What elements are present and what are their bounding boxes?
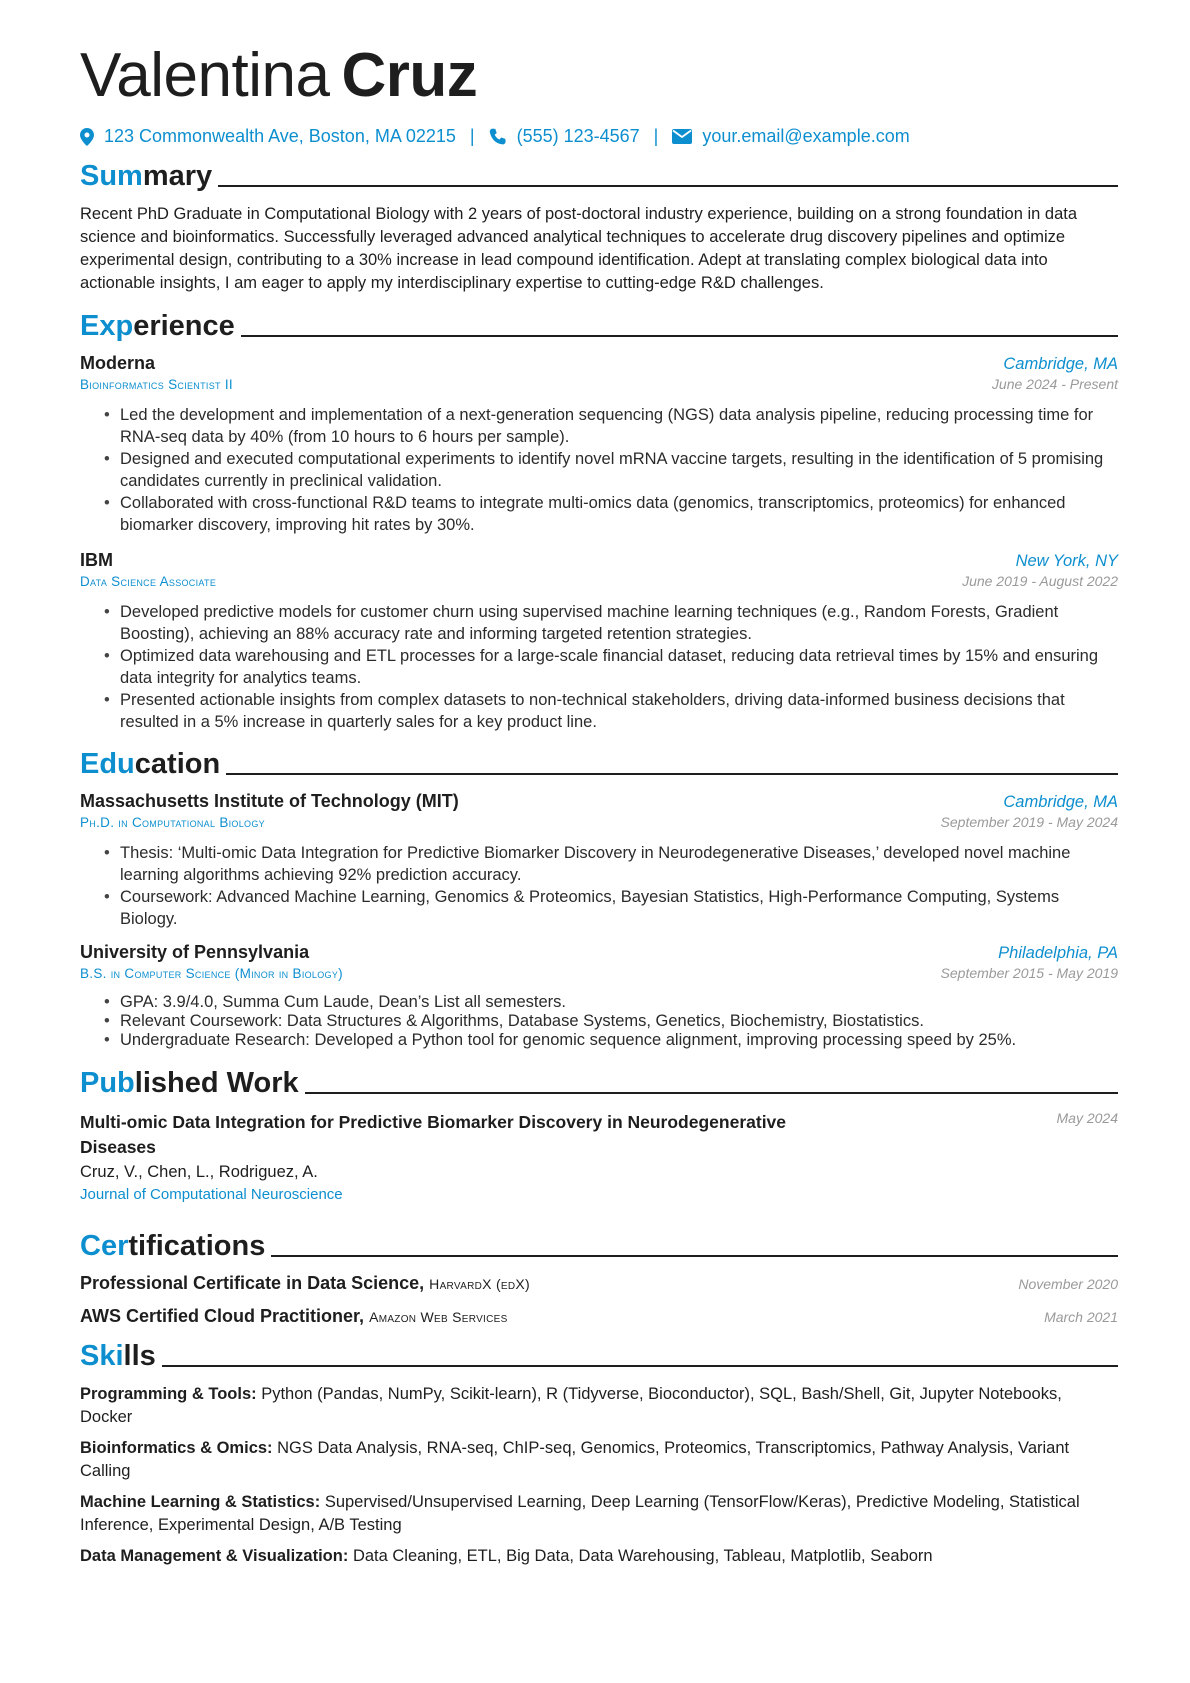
- envelope-icon: [672, 129, 692, 144]
- degree-dates: September 2019 - May 2024: [940, 814, 1118, 830]
- skills-heading: Skills: [80, 1339, 1118, 1373]
- section-divider: [226, 773, 1118, 775]
- job-dates: June 2024 - Present: [991, 376, 1118, 392]
- experience-entry: [80, 550, 1118, 733]
- section-divider: [241, 335, 1118, 337]
- skill-list: NGS Data Analysis, RNA-seq, ChIP-seq, Genomics, Proteomics, Transcriptomics, Pathway Analysis, Variant Calling: [80, 1439, 1070, 1480]
- bullet-item: • Relevant Coursework: Data Structures & Algorithms, Database Systems, Genetics, Biochemistry, Biostatistics.: [120, 1012, 1118, 1031]
- skill-label: Data Management & Visualization:: [80, 1547, 349, 1565]
- school-location: Cambridge, MA: [1003, 793, 1118, 811]
- section-divider: [162, 1365, 1118, 1367]
- publication-date: May 2024: [1056, 1110, 1118, 1126]
- publication-journal: Journal of Computational Neuroscience: [80, 1186, 343, 1203]
- candidate-name: [80, 40, 1118, 112]
- published-heading: Published Work: [80, 1066, 1118, 1100]
- certification-name: AWS Certified Cloud Practitioner: [80, 1306, 360, 1326]
- phone-icon: [489, 128, 507, 146]
- address-text: 123 Commonwealth Ave, Boston, MA 02215: [104, 126, 456, 146]
- contact-separator: |: [653, 126, 659, 146]
- job-title: Data Science Associate: [80, 574, 217, 589]
- certification-name: Professional Certificate in Data Science: [80, 1273, 420, 1293]
- skill-group: [80, 1491, 1118, 1537]
- contact-bar: [80, 126, 1118, 147]
- publication-authors: Cruz, V., Chen, L., Rodriguez, A.: [80, 1163, 318, 1181]
- certification-date: March 2021: [1044, 1309, 1118, 1325]
- bullet-item: • GPA: 3.9/4.0, Summa Cum Laude, Dean’s List all semesters.: [120, 993, 1118, 1012]
- contact-email[interactable]: [672, 126, 909, 147]
- first-name: Valentina: [80, 41, 330, 110]
- certification-date: November 2020: [1018, 1276, 1118, 1292]
- section-divider: [218, 185, 1118, 187]
- job-bullets: [80, 404, 1118, 536]
- contact-address: [80, 126, 456, 147]
- summary-heading: Summary: [80, 159, 1118, 193]
- employer-name: Moderna: [80, 353, 156, 373]
- contact-separator: |: [469, 126, 475, 146]
- publication-title: Multi-omic Data Integration for Predictive Biomarker Discovery in Neurodegenerative Diseases: [80, 1112, 787, 1157]
- employer-name: IBM: [80, 550, 113, 570]
- skill-group: [80, 1437, 1118, 1483]
- education-entry: [80, 942, 1118, 1050]
- education-entry: [80, 791, 1118, 930]
- bullet-item: • Undergraduate Research: Developed a Python tool for genomic sequence alignment, improving processing speed by 25%.: [120, 1031, 1118, 1050]
- school-name: Massachusetts Institute of Technology (MIT): [80, 791, 459, 811]
- bullet-item: • Designed and executed computational experiments to identify novel mRNA vaccine targets, resulting in the identification of 5 promising candidates currently in preclinical validation.: [120, 448, 1118, 492]
- skill-label: Machine Learning & Statistics:: [80, 1493, 321, 1511]
- section-divider: [271, 1255, 1118, 1257]
- certification-item: Professional Certificate in Data Science, HarvardX (edX) November 2020: [80, 1273, 1118, 1293]
- job-title: Bioinformatics Scientist II: [80, 377, 233, 392]
- employer-location: New York, NY: [1015, 552, 1118, 570]
- degree-dates: September 2015 - May 2019: [940, 965, 1118, 981]
- skill-label: Programming & Tools:: [80, 1385, 257, 1403]
- skill-group: [80, 1545, 1118, 1568]
- experience-entry: [80, 353, 1118, 536]
- bullet-item: • Developed predictive models for customer churn using supervised machine learning techniques (e.g., Random Forests, Gradient Boosting), achieving an 88% accuracy rate and informing targeted retention strategies.: [120, 601, 1118, 645]
- certification-issuer: Amazon Web Services: [369, 1309, 508, 1325]
- last-name: Cruz: [341, 41, 478, 110]
- degree-title: Ph.D. in Computational Biology: [80, 815, 265, 830]
- location-pin-icon: [80, 128, 94, 146]
- skill-label: Bioinformatics & Omics:: [80, 1439, 273, 1457]
- bullet-item: • Collaborated with cross-functional R&D teams to integrate multi-omics data (genomics, transcriptomics, proteomics) for enhanced biomarker discovery, improving hit rates by 30%.: [120, 492, 1118, 536]
- skill-list: Data Cleaning, ETL, Big Data, Data Warehousing, Tableau, Matplotlib, Seaborn: [352, 1547, 933, 1565]
- education-heading: Education: [80, 747, 1118, 781]
- publication-entry: [80, 1110, 1118, 1203]
- bullet-item: • Coursework: Advanced Machine Learning, Genomics & Proteomics, Bayesian Statistics, High-Performance Computing, Systems Biology.: [120, 886, 1118, 930]
- skill-list: Python (Pandas, NumPy, Scikit-learn), R (Tidyverse, Bioconductor), SQL, Bash/Shell, Git, Jupyter Notebooks, Docker: [80, 1385, 1062, 1426]
- experience-heading: Experience: [80, 309, 1118, 343]
- email-text: your.email@example.com: [702, 126, 910, 146]
- contact-phone[interactable]: [489, 126, 640, 147]
- certifications-heading: Certifications: [80, 1229, 1118, 1263]
- job-bullets: [80, 601, 1118, 733]
- skill-group: [80, 1383, 1118, 1429]
- certification-issuer: HarvardX (edX): [429, 1276, 530, 1292]
- bullet-item: • Presented actionable insights from complex datasets to non-technical stakeholders, driving data-informed business decisions that resulted in a 5% increase in quarterly sales for a key product line.: [120, 689, 1118, 733]
- skill-list: Supervised/Unsupervised Learning, Deep Learning (TensorFlow/Keras), Predictive Modeling, Statistical Inference, Experimental Design, A/B Testing: [80, 1493, 1080, 1534]
- degree-title: B.S. in Computer Science (Minor in Biology): [80, 966, 343, 981]
- job-dates: June 2019 - August 2022: [962, 573, 1118, 589]
- education-bullets: [80, 993, 1118, 1050]
- employer-location: Cambridge, MA: [1003, 355, 1118, 373]
- bullet-item: • Optimized data warehousing and ETL processes for a large-scale financial dataset, reducing data retrieval times by 15% and ensuring data integrity for analytics teams.: [120, 645, 1118, 689]
- certification-item: AWS Certified Cloud Practitioner, Amazon Web Services March 2021: [80, 1306, 1118, 1326]
- bullet-item: • Thesis: ‘Multi-omic Data Integration for Predictive Biomarker Discovery in Neurodegenerative Diseases,’ developed novel machine learning algorithms achieving 92% prediction accuracy.: [120, 842, 1118, 886]
- section-divider: [305, 1092, 1118, 1094]
- school-name: University of Pennsylvania: [80, 942, 310, 962]
- education-bullets: [80, 842, 1118, 930]
- phone-text: (555) 123-4567: [516, 126, 640, 146]
- school-location: Philadelphia, PA: [998, 944, 1118, 962]
- bullet-item: • Led the development and implementation of a next-generation sequencing (NGS) data analysis pipeline, reducing processing time for RNA-seq data by 40% (from 10 hours to 6 hours per sample).: [120, 404, 1118, 448]
- summary-text: Recent PhD Graduate in Computational Biology with 2 years of post-doctoral industry experience, building on a strong foundation in data science and bioinformatics. Successfully leveraged advanced analytical techniques to accelerate drug discovery pipelines and optimize experimental design, contributing to a 30% increase in lead compound identification. Adept at translating complex biological data into actionable insights, I am eager to apply my interdisciplinary expertise to cutting-edge R&D challenges.: [80, 205, 1078, 292]
